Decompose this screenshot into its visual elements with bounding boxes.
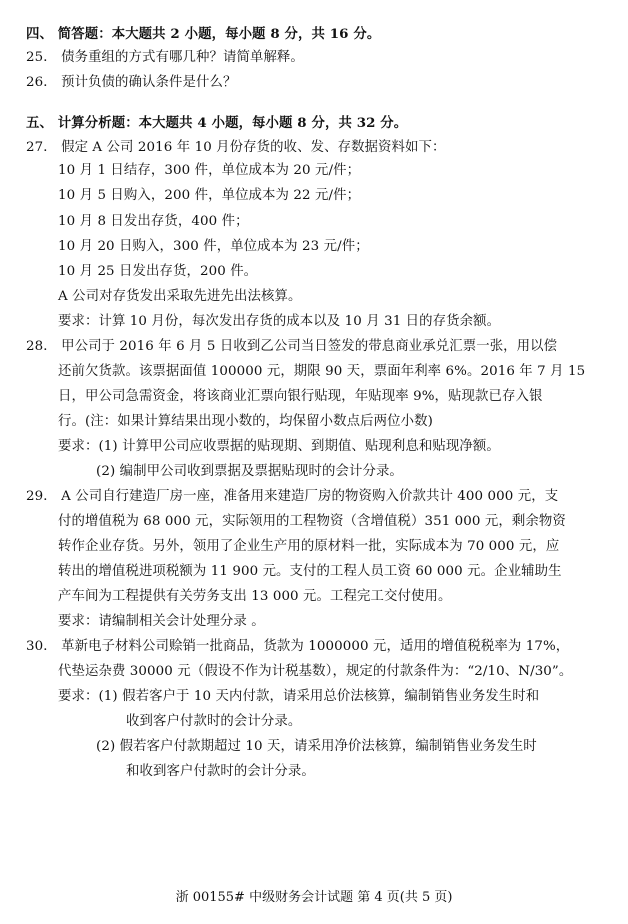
section4-heading: 四、 简答题：本大题共 2 小题，每小题 8 分，共 16 分。 <box>26 26 381 42</box>
question-26: 26． 预计负债的确认条件是什么？ <box>26 75 237 90</box>
question-28-line: 28． 甲公司于 2016 年 6 月 5 日收到乙公司当日签发的带息商业承兑汇票一张，用以偿 <box>26 339 558 354</box>
question-28-line: 行。(注：如果计算结果出现小数的，均保留小数点后两位小数) <box>58 414 433 429</box>
question-29-line: 转作企业存货。另外，领用了企业生产用的原材料一批，实际成本为 70 000 元，应 <box>58 539 560 554</box>
question-30-requirement-2b: 和收到客户付款时的会计分录。 <box>126 764 315 779</box>
question-27-line: 10 月 1 日结存，300 件，单位成本为 20 元/件； <box>58 163 361 178</box>
question-27-line: 10 月 5 日购入，200 件，单位成本为 22 元/件； <box>58 188 361 203</box>
question-29-line: 29． A 公司自行建造厂房一座，准备用来建造厂房的物资购入价款共计 400 000 元，支 <box>26 489 559 504</box>
question-30-requirement-1b: 收到客户付款时的会计分录。 <box>126 714 302 729</box>
question-27-line: 10 月 20 日购入，300 件，单位成本为 23 元/件； <box>58 239 369 254</box>
section5-heading: 五、 计算分析题：本大题共 4 小题，每小题 8 分，共 32 分。 <box>26 115 408 131</box>
question-28-requirement-2: (2) 编制甲公司收到票据及票据贴现时的会计分录。 <box>96 464 403 479</box>
question-30-line: 代垫运杂费 30000 元（假设不作为计税基数），规定的付款条件为：“2/10、N/30”。 <box>58 664 573 679</box>
question-27-intro: 27． 假定 A 公司 2016 年 10 月份存货的收、发、存数据资料如下： <box>26 140 446 155</box>
question-30-line: 30． 革新电子材料公司赊销一批商品，货款为 1000000 元，适用的增值税税率为 17%， <box>26 639 570 654</box>
question-29-line: 转出的增值税进项税额为 11 900 元。支付的工程人员工资 60 000 元。企业辅助生 <box>58 564 562 579</box>
question-27-line: 10 月 8 日发出存货，400 件； <box>58 214 249 229</box>
question-27-line: 10 月 25 日发出存货，200 件。 <box>58 264 258 279</box>
question-30-requirement-1a: 要求：(1) 假若客户于 10 天内付款，请采用总价法核算，编制销售业务发生时和 <box>58 689 540 704</box>
question-28-line: 日，甲公司急需资金，将该商业汇票向银行贴现，年贴现率 9%，贴现款已存入银 <box>58 389 543 404</box>
question-25: 25． 债务重组的方式有哪几种？请简单解释。 <box>26 50 304 65</box>
page-footer: 浙 00155# 中级财务会计试题 第 4 页(共 5 页) <box>175 890 453 905</box>
question-27-line: A 公司对存货发出采取先进先出法核算。 <box>58 289 302 304</box>
question-28-line: 还前欠货款。该票据面值 100000 元，期限 90 天，票面年利率 6%。2016 年 7 月 15 <box>58 364 586 379</box>
question-29-line: 付的增值税为 68 000 元，实际领用的工程物资（含增值税）351 000 元，剩余物资 <box>58 514 566 529</box>
question-30-requirement-2a: (2) 假若客户付款期超过 10 天，请采用净价法核算，编制销售业务发生时 <box>96 739 537 754</box>
question-28-requirement-1: 要求：(1) 计算甲公司应收票据的贴现期、到期值、贴现利息和贴现净额。 <box>58 439 500 454</box>
question-27-requirement: 要求：计算 10 月份，每次发出存货的成本以及 10 月 31 日的存货余额。 <box>58 314 501 329</box>
question-29-line: 产车间为工程提供有关劳务支出 13 000 元。工程完工交付使用。 <box>58 589 452 604</box>
question-29-requirement: 要求：请编制相关会计处理分录 。 <box>58 614 265 629</box>
